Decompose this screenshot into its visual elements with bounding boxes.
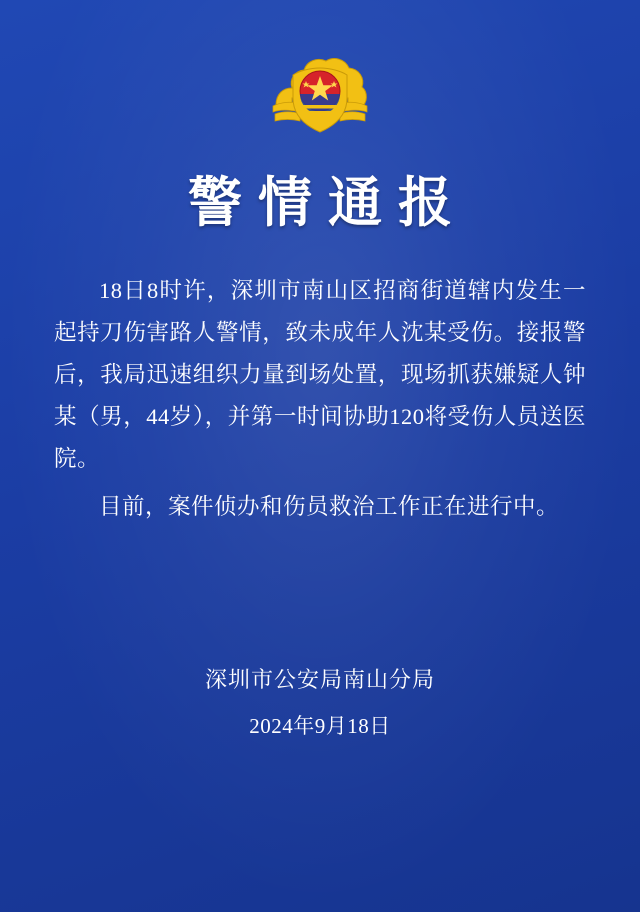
issue-date: 2024年9月18日	[249, 714, 391, 738]
signature-block	[0, 663, 640, 740]
notice-paragraph: 目前，案件侦办和伤员救治工作正在进行中。	[99, 494, 560, 520]
emblem-container	[48, 0, 592, 150]
china-police-badge-icon	[268, 46, 372, 150]
notice-body	[48, 270, 592, 528]
notice-paragraph: 18日8时许，深圳市南山区招商街道辖内发生一起持刀伤害路人警情，致未成年人沈某受伤。接报警后，我局迅速组织力量到场处置，现场抓获嫌疑人钟某（男，44岁），并第一时间协助120将受伤人员送医院。	[54, 278, 586, 472]
issuing-organization: 深圳市公安局南山分局	[204, 667, 435, 692]
page-title: 警情通报	[188, 173, 468, 233]
